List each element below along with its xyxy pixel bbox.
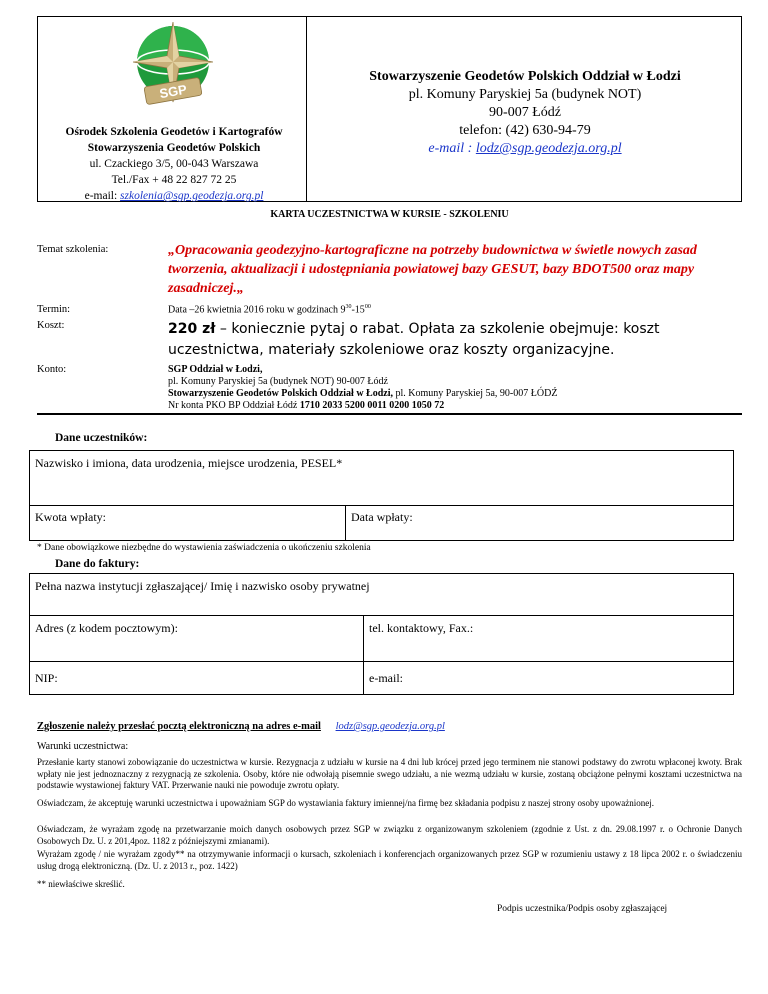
signature-line: Podpis uczestnika/Podpis osoby zgłaszającej [497,904,668,914]
mandatory-note: * Dane obowiązkowe niezbędne do wystawienia zaświadczenia o ukończeniu szkolenia [37,543,371,553]
cost-label: Koszt: [37,320,65,331]
branch-address [310,68,740,158]
branch-phone: telefon: (42) 630-94-79 [459,123,591,138]
center-street: ul. Czackiego 3/5, 00-043 Warszawa [89,158,259,170]
participant-section-title: Dane uczestników: [55,432,148,444]
training-topic: „Opracowania geodezyjno-kartograficzne na potrzeby budownictwa w świetle nowych zasad tworzenia, aktualizacji i udostępniania powiatowej bazy GESUT, bazy BDOT500 oraz mapy zasadniczej.„ [168,243,697,296]
svg-text:SGP: SGP [158,81,188,102]
terms-paragraph-3: Oświadczam, że wyrażam zgodę na przetwarzanie moich danych osobowych przez SGP w związku z organizowanym szkoleniem (zgodnie z Ust. z dn. 29.08.1997 r. o Ochronie Danych Osobowych Dz. U. z 201,4poz. 1182 z późniejszymi zmianami). [37,824,742,846]
card-title: KARTA UCZESTNICTWA W KURSIE - SZKOLENIU [270,209,509,220]
payment-amount-field[interactable]: Kwota wpłaty: [29,505,346,541]
sgp-logo [133,22,213,110]
nip-field[interactable]: NIP: [29,661,364,695]
phone-fax-field[interactable]: tel. kontaktowy, Fax.: [363,615,734,662]
account-label: Konto: [37,364,67,375]
training-center-address [44,124,304,204]
center-name: Ośrodek Szkolenia Geodetów i Kartografów [65,126,283,138]
topic-label: Temat szkolenia: [37,244,109,255]
terms-paragraph-2: Oświadczam, że akceptuję warunki uczestnictwa i upoważniam SGP do wystawiania faktury imiennej/na firmę bez składania podpisu z naszej strony osoby upoważnionej. [37,798,654,808]
terms-paragraph-4: Wyrażam zgodę / nie wyrażam zgody** na otrzymywanie informacji o kursach, szkoleniach i konferencjach organizowanych przez SGP w rozumieniu ustawy z 18 lipca 2002 r. o świadczeniu usług drogą elektroniczną. (Dz. U. z 2013 r., poz. 1422) [37,849,742,871]
invoice-email-field[interactable]: e-mail: [363,661,734,695]
terms-paragraph-1: Przesłanie karty stanowi zobowiązanie do uczestnictwa w kursie. Rezygnacja z udziału w kursie na 4 dni lub krócej przed jego terminem nie stanowi podstawy do zwrotu wpłaconej kwoty. Brak wpłaty nie jest jednoznaczny z rezygnacją ze szkolenia. Osoby, które nie odwołają pisemnie swego udziału, a nie wezmą udziału w kursie, zostaną obciążone pełnymi kosztami uczestnictwa na podstawie wystawionej faktury VAT. Przerwanie nauki nie powoduje zwrotu opłaty. [37,757,742,790]
institution-field[interactable]: Pełna nazwa instytucji zgłaszającej/ Imię i nazwisko osoby prywatnej [29,573,734,616]
branch-street: pl. Komuny Paryskiej 5a (budynek NOT) [408,87,642,102]
separator [37,413,742,415]
branch-name: Stowarzyszenie Geodetów Polskich Oddział w Łodzi [369,69,681,84]
branch-city: 90-007 Łódź [489,105,561,120]
footnote: ** niewłaściwe skreślić. [37,879,125,889]
branch-email-link[interactable]: lodz@sgp.geodezja.org.pl [475,141,622,156]
submission-label: Zgłoszenie należy przesłać pocztą elektroniczną na adres e-mail [37,721,321,732]
center-phone: Tel./Fax + 48 22 827 72 25 [111,174,237,186]
date-label: Termin: [37,304,71,315]
bank-account: SGP Oddział w Łodzi, pl. Komuny Paryskiej 5a (budynek NOT) 90-007 Łódź Stowarzyszenie Geodetów Polskich Oddział w Łodzi, pl. Komuny Paryskiej 5a, 90-007 ŁÓDŹ Nr konta PKO BP Oddział Łódź 1710 2033 5200 0011 0200 1050 72 [168,364,558,411]
branch-email-label: e-mail : [428,141,476,156]
header-divider [306,16,307,202]
address-field[interactable]: Adres (z kodem pocztowym): [29,615,364,662]
training-date: Data –26 kwietnia 2016 roku w godzinach $9^{30}-15^{00}$ [168,304,371,316]
terms-title: Warunki uczestnictwa: [37,741,129,752]
submission-email-link[interactable]: lodz@sgp.geodezja.org.pl [335,721,445,732]
center-org: Stowarzyszenia Geodetów Polskich [87,142,261,154]
submission-line [37,721,445,732]
training-cost: 220 zł – koniecznie pytaj o rabat. Opłata za szkolenie obejmuje: koszt uczestnictwa, materiały szkoleniowe oraz koszty organizacyjne. [168,321,660,358]
center-email-label: e-mail: [84,190,121,202]
center-email-link[interactable]: szkolenia@sgp.geodezja.org.pl [120,190,264,202]
account-number: 1710 2033 5200 0011 0200 1050 72 [299,400,445,411]
participant-name-field[interactable]: Nazwisko i imiona, data urodzenia, miejsce urodzenia, PESEL* [29,450,734,506]
invoice-section-title: Dane do faktury: [55,558,140,570]
payment-date-field[interactable]: Data wpłaty: [345,505,734,541]
